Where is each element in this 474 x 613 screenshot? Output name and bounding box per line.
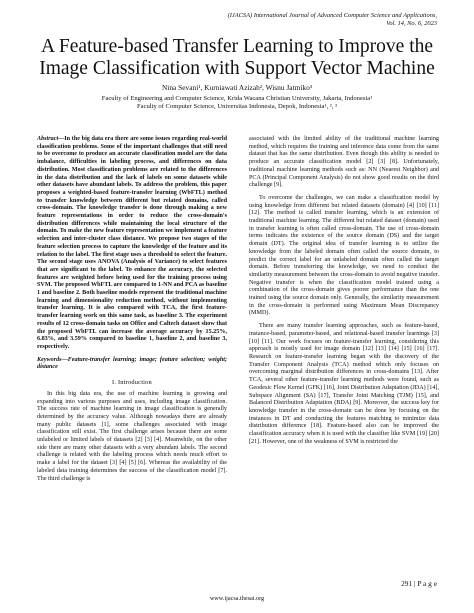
journal-header <box>137 12 437 28</box>
right-column <box>249 136 439 451</box>
affiliations <box>20 95 454 112</box>
left-column <box>37 136 227 488</box>
footer-url: www.ijacsa.thesai.org <box>209 595 265 602</box>
paper-title: A Feature-based Transfer Learning to Improve the Image Classification with Support Vector Machine <box>39 36 435 79</box>
abstract-lead: Abstract <box>37 136 59 142</box>
intro-paragraph: In this big data era, the use of machine learning is growing and expanding into various purposes and uses, including image classification. The success rate of machine learning in image classification is generally determined by the accuracy value. Although nowadays there are already many public datasets [1], some challenges associated with image classification still exist. The first challenge arises because there are some unlabeled or limited labels of datasets [2] [3] [4]. Meanwhile, on the other side there are many other datasets with a very abundant labels. The second challenge is related with the labeling process which needs much effort to make a label for the dataset [3] [4] [5] [6]. Whereas the availability of the labeled data training determines the success of the classification model [7]. The third challenge is <box>37 390 227 482</box>
keywords: Keywords—Feature-transfer learning; image; feature selection; weight; distance <box>37 356 227 371</box>
affiliation-2: Faculty of Computer Science, Universitas Indonesia, Depok, Indonesia¹, ², ³ <box>136 103 338 111</box>
body-paragraph-2: To overcome the challenges, we can make a classification model by using knowledge from different but related datasets (domain) [4] [10] [11] [12]. The method is called transfer learning, which is an extension of traditional machine learning. The different but related dataset (domain) used in transfer learning is often called cross-domain. The use of cross-domain terms indicates the existence of the source domain (DS) and the target domain (DT). The original idea of transfer learning is to utilize the knowledge from the labeled domain often called the source domain, to predict the correct label for an unlabeled domain often called the target domain. Before transferring the knowledge, we need to conduct the similarity measurement between the cross-domain to avoid negative transfer. Negative transfer is when the classification model trained using a combination of the cross-domain gives poorer performance than the one trained using the source domain only. Generally, the similarity measurement in the cross-domain is performed using Maximum Mean Discrepancy (MMD). <box>249 194 439 317</box>
body-paragraph-1: associated with the limited ability of the traditional machine learning method, which requires the training and inference data come from the same dataset that has the same distribution. Even though this ability is needed to produce an accurate classification model [2] [3] [8]. Unfortunately, traditional machine learning methods such as: NN (Nearest Neighbor) and PCA (Principal Component Analysis) do not show good results on the third challenge [9]. <box>249 136 439 189</box>
section-heading: I. Introduction <box>112 379 152 387</box>
body-paragraph-3: There are many transfer learning approaches, such as feature-based, instance-based, parameter-based, and relational-based transfer learnings [3] [10] [11]. Our work focuses on feature-transfer learning, considering this approach is mostly used for image domain [12] [13] [14] [15] [16] [17]. Research on feature-transfer learning began with the discovery of the Transfer Component Analysis (TCA) method which only focuses on overcoming marginal distribution differences in cross-domains [13]. After TCA, several other feature-transfer learning methods were found, such as Geodesic Flow Kernel (GFK) [16], Joint Distribution Adaptation (JDA) [14], Subspace Alignment (SA) [17], Transfer Joint Matching (TJM) [15], and Balanced Distribution Adaptation (BDA) [9]. Moreover, the success key for knowledge transfer in the cross-domain can be done by focusing on the instances in DT and conducting the features matching to minimize data distribution difference [18]. Feature-based also can be improved the classification accuracy when it is used with the classifier like SVM [19] [20] [21]. However, one of the weakness of SVM is restricted the <box>249 323 439 445</box>
affiliation-1: Faculty of Engineering and Computer Science, Krida Wacana Christian University, Jakarta, Indonesia¹ <box>101 95 373 102</box>
abstract-text: —In the big data era there are some issues regarding real-world classification problems. Some of the important challenges that still need to be overcome to produce an accurate classification model are the data imbalance, difficulties in labeling process, and differences on data distribution. Most classification problems are related to the differences in the data distribution and the lack of labels on some datasets while other datasets have abundant labels. To address the problem, this paper proposes a weighted-based feature-transfer learning (WbFTL) method to transfer knowledge between different but related domains, called cross-domain. The knowledge transfer is done through making a new feature representations in order to reduce the cross-domain's distribution differences while maintaining the local structure of the domain. To make the new feature representation we implement a feature selection and inter-cluster class distance. We propose two stages of the feature selection process to capture the knowledge of the feature and its relation to the label. The first stage uses a threshold to select the feature. The second stage uses ANOVA (Analysis of Variance) to select features that are significant to the label. To enhance the accuracy, the selected features are weighted before being used for the training process using SVM. The proposed WbFTL are compared to 1-NN and PCA as baseline 1 and baseline 2. Both baseline models represent the traditional machine learning and dimensionality reduction method, without implementing transfer learning. It is also compared with TCA, the first feature-transfer learning work on this same task, as baseline 3. The experiment results of 12 cross-domain tasks on Office and Caltech dataset show that the proposed WbFTL can increase the average accuracy by 15.25%, 6.83%, and 3.59% compared to baseline 1, baseline 2, and baseline 3, respectively. <box>37 136 227 350</box>
page-number: 291 | P a g e <box>401 579 437 588</box>
abstract <box>37 136 227 352</box>
author-list: Nina Sevani¹, Kurniawati Azizah², Wisnu Jatmiko³ <box>161 83 313 92</box>
journal-header-line2: Vol. 14, No. 6, 2023 <box>386 20 437 27</box>
journal-header-line1: (IJACSA) International Journal of Advanced Computer Science and Applications, <box>227 12 437 19</box>
